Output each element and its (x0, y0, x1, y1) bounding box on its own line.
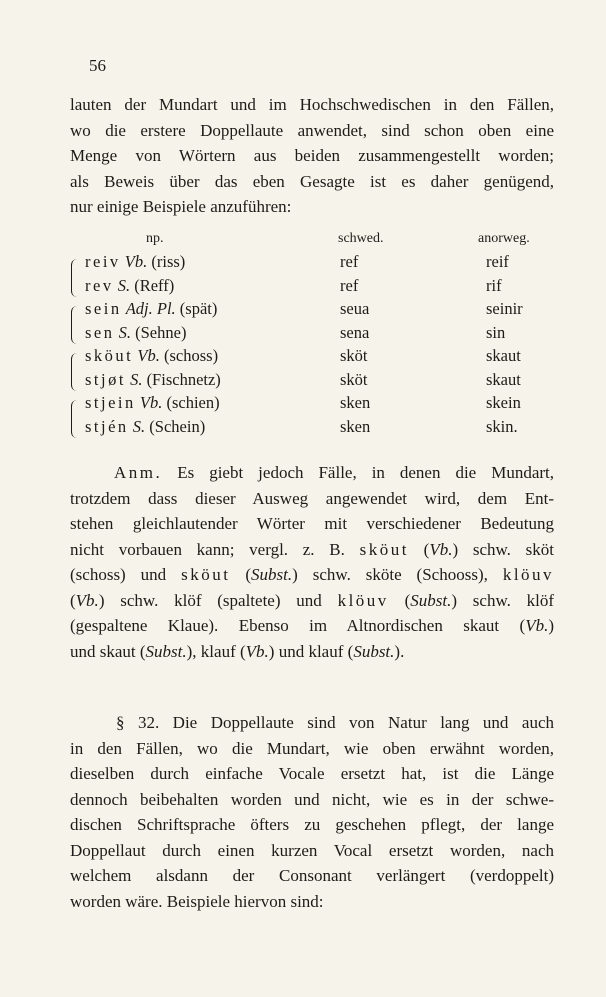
anm-label: Anm. (114, 463, 163, 482)
table-row (70, 368, 556, 392)
table-row (70, 274, 556, 298)
note-text: und skaut ( (70, 641, 146, 661)
note-text: (gespaltene Klaue). Ebenso im Altnordischen skaut ( (70, 616, 526, 635)
note-text: ) schw. klöf (451, 590, 555, 610)
note-text: ( (404, 590, 411, 610)
np-word: stjøt (85, 369, 126, 389)
np-word: sköut (85, 346, 134, 365)
anorweg-cell: seinir (486, 299, 523, 318)
np-word: sein (85, 299, 122, 318)
section-line: dennoch beibehalten worden und nicht, wie es in der schwe- (70, 789, 554, 809)
anorweg-cell: skaut (486, 369, 521, 389)
gloss: (Reff) (134, 275, 175, 295)
grammar-label: Vb. (245, 641, 269, 661)
gloss: (Sehne) (135, 322, 187, 342)
np-cell (85, 344, 218, 368)
schwed-cell: sken (340, 393, 371, 412)
section-line: Doppellaut durch einen kurzen Vocal ersetzt worden, nach (70, 840, 554, 860)
np-word: sen (85, 322, 115, 342)
grammar-label: Vb. (124, 252, 148, 271)
gloss: (Schein) (149, 416, 206, 436)
np-cell (85, 274, 174, 298)
dialect-word: sköut (181, 565, 231, 584)
intro-line: Menge von Wörtern aus beiden zusammengestellt worden; (70, 146, 554, 165)
grammar-label: Vb. (139, 393, 163, 412)
table-header-row (70, 228, 556, 250)
anorweg-cell: skin. (486, 416, 518, 436)
grammar-label: S. (132, 416, 146, 436)
anorweg-cell: skein (486, 393, 521, 412)
section-line: dischen Schriftsprache öfters zu geschehen pflegt, der lange (70, 815, 554, 834)
table-row (70, 344, 556, 368)
page-number: 56 (89, 56, 106, 75)
section-line: welchem alsdann der Consonant verlängert (verdoppelt) (70, 866, 554, 885)
schwed-cell: ref (340, 252, 359, 271)
section-line: worden wäre. Beispiele hiervon sind: (70, 891, 324, 911)
table-row (70, 250, 556, 274)
grammar-label: Subst. (410, 590, 452, 610)
np-cell (85, 415, 205, 439)
anmerkung-paragraph (70, 460, 554, 664)
grammar-label: Vb. (429, 539, 453, 559)
note-text: (schoss) und (70, 565, 167, 584)
note-text: ( (423, 539, 430, 559)
header-np: np. (146, 231, 164, 246)
intro-line: als Beweis über das eben Gesagte ist es daher genügend, (70, 171, 554, 191)
grammar-label: Vb. (75, 590, 99, 610)
np-cell (85, 297, 217, 321)
gloss: (riss) (151, 252, 186, 271)
grammar-label: Adj. Pl. (125, 299, 176, 318)
grammar-label: Vb. (525, 616, 549, 635)
section-line: § 32. Die Doppellaute sind von Natur lang und auch (116, 713, 554, 732)
grammar-label: Vb. (137, 346, 160, 365)
header-schwed: schwed. (338, 231, 384, 246)
grammar-label: S. (130, 369, 143, 389)
dialect-word: klöuv (502, 565, 555, 584)
grammar-label: S. (118, 322, 131, 342)
schwed-cell: ref (340, 275, 359, 295)
np-cell (85, 321, 186, 345)
note-text: ). (394, 641, 405, 661)
schwed-cell: sköt (340, 369, 368, 389)
dialect-word: klöuv (337, 590, 389, 610)
np-cell (85, 391, 220, 415)
note-text: ), klauf ( (186, 641, 246, 661)
section-line: in den Fällen, wo die Mundart, wie oben erwähnt worden, (70, 738, 554, 758)
intro-paragraph (70, 92, 554, 220)
anorweg-cell: skaut (486, 346, 521, 365)
schwed-cell: sken (340, 416, 371, 436)
note-line (70, 562, 554, 588)
np-word: stjein (85, 393, 136, 412)
note-line (70, 639, 554, 665)
intro-line: wo die erstere Doppellaute anwendet, sind schon oben eine (70, 120, 554, 140)
intro-line: nur einige Beispiele anzuführen: (70, 197, 292, 216)
note-line: trotzdem dass dieser Ausweg angewendet wird, dem Ent- (70, 488, 554, 508)
np-cell (85, 250, 185, 274)
schwed-cell: seua (340, 299, 370, 318)
gloss: (schoss) (163, 346, 219, 365)
note-text: ( (245, 565, 252, 584)
grammar-label: Subst. (251, 565, 293, 584)
note-line (70, 588, 554, 614)
anorweg-cell: reif (486, 252, 509, 271)
section-32-paragraph (70, 710, 554, 914)
np-word: rev (85, 275, 114, 295)
dialect-word: sköut (359, 539, 409, 559)
note-text: ( (70, 590, 76, 610)
np-cell (85, 368, 221, 392)
table-row (70, 415, 556, 439)
gloss: (Fischnetz) (146, 369, 221, 389)
grammar-label: Subst. (145, 641, 187, 661)
grammar-label: Subst. (353, 641, 395, 661)
table-row (70, 391, 556, 415)
note-text: ) schw. klöf (spaltete) und (98, 590, 322, 610)
note-text: ) schw. sköte (Schooss), (292, 565, 488, 584)
note-line (70, 613, 554, 639)
np-word: stjén (85, 416, 129, 436)
table-row (70, 321, 556, 345)
note-text: nicht vorbauen kann; vergl. z. B. (70, 539, 345, 559)
word-comparison-table (70, 228, 556, 438)
note-line: stehen gleichlautender Wörter mit verschiedener Bedeutung (70, 514, 554, 533)
header-anorweg: anorweg. (478, 231, 530, 246)
section-line: dieselben durch einfache Vocale ersetzt hat, ist die Länge (70, 764, 554, 783)
anorweg-cell: sin (486, 322, 506, 342)
note-text: ) und klauf ( (268, 641, 354, 661)
schwed-cell: sköt (340, 346, 368, 365)
intro-line: lauten der Mundart und im Hochschwedischen in den Fällen, (70, 95, 554, 114)
note-text: ) schw. sköt (452, 539, 554, 559)
anorweg-cell: rif (486, 275, 502, 295)
np-word: reiv (85, 252, 121, 271)
grammar-label: S. (117, 275, 131, 295)
schwed-cell: sena (340, 322, 370, 342)
note-line (70, 537, 554, 563)
gloss: (schien) (166, 393, 220, 412)
gloss: (spät) (179, 299, 218, 318)
table-row (70, 297, 556, 321)
note-text: Es giebt jedoch Fälle, in denen die Mundart, (177, 463, 554, 482)
note-line (70, 460, 554, 486)
note-text: ) (548, 616, 554, 635)
